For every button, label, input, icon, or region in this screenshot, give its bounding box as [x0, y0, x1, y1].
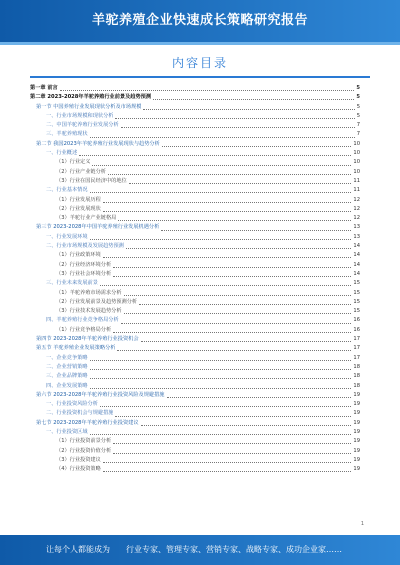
- toc-entry[interactable]: [30, 335, 360, 344]
- toc-entry-page: 19: [353, 419, 360, 426]
- toc-entry-page: 10: [353, 150, 360, 157]
- toc-entry-title: 二、企业营销策略: [46, 363, 88, 370]
- toc-entry-title: 二、行业基本情况: [46, 187, 88, 194]
- toc-entry[interactable]: [30, 233, 360, 242]
- toc-leader-dots: [124, 291, 352, 296]
- toc-entry[interactable]: [30, 447, 360, 456]
- toc-entry-page: 11: [353, 177, 360, 184]
- toc-entry-title: （1）行业定义: [56, 159, 91, 166]
- toc-entry[interactable]: [30, 400, 360, 409]
- toc-entry[interactable]: [30, 326, 360, 335]
- heading-divider: [30, 76, 370, 78]
- toc-entry[interactable]: [30, 354, 360, 363]
- toc-entry-title: 一、行业概述: [46, 150, 78, 157]
- toc-entry-title: （2）行业发展现状: [56, 205, 101, 212]
- toc-entry-title: 三、企业品牌策略: [46, 373, 88, 380]
- toc-entry[interactable]: [30, 307, 360, 316]
- toc-entry-title: 第六节 2023-2028年羊驼养殖行业投资风险及规避措施: [36, 391, 165, 398]
- toc-leader-dots: [139, 300, 351, 305]
- toc-entry[interactable]: [30, 214, 360, 223]
- toc-entry[interactable]: [30, 223, 360, 232]
- toc-entry-title: （2）行业发展前景及趋势预测分析: [56, 298, 138, 305]
- toc-leader-dots: [141, 337, 352, 342]
- toc-entry[interactable]: [30, 121, 360, 130]
- toc-entry-page: 15: [353, 280, 360, 287]
- toc-entry[interactable]: [30, 465, 360, 474]
- toc-entry[interactable]: [30, 409, 360, 418]
- toc-entry-title: 二、行业投资机会与规避措施: [46, 410, 114, 417]
- toc-leader-dots: [108, 170, 351, 175]
- toc-entry-page: 16: [353, 317, 360, 324]
- toc-entry-title: 第四节 2023-2028年羊驼养殖行业投资机会: [36, 336, 139, 343]
- toc-entry-page: 19: [353, 447, 360, 454]
- toc-entry-page: 16: [353, 326, 360, 333]
- header-accent-strip: [0, 42, 400, 45]
- toc-leader-dots: [90, 235, 352, 240]
- toc-entry-title: 四、羊驼养殖行业竞争格局分析: [46, 317, 119, 324]
- toc-entry-page: 13: [353, 224, 360, 231]
- toc-entry[interactable]: [30, 289, 360, 298]
- toc-entry-page: 5: [356, 94, 360, 101]
- toc-leader-dots: [141, 421, 352, 426]
- toc-entry-title: 第一章 前言: [30, 85, 58, 91]
- toc-entry-title: 一、企业竞争策略: [46, 354, 88, 361]
- footer-slogan-right: 行业专家、管理专家、营销专家、战略专家、成功企业家……: [126, 545, 342, 554]
- toc-entry-page: 19: [353, 410, 360, 417]
- toc-leader-dots: [117, 346, 351, 351]
- toc-entry-page: 13: [353, 233, 360, 240]
- toc-entry-page: 18: [353, 363, 360, 370]
- toc-entry[interactable]: [30, 270, 360, 279]
- toc-entry-title: （1）行业投资前景分析: [56, 438, 112, 445]
- toc-entry-title: 二、行业市场规模及发展趋势预测: [46, 243, 124, 250]
- toc-leader-dots: [103, 207, 352, 212]
- toc-entry-page: 19: [353, 466, 360, 473]
- toc-leader-dots: [113, 272, 351, 277]
- toc-entry[interactable]: [30, 93, 360, 102]
- toc-entry-page: 14: [353, 243, 360, 250]
- toc-entry[interactable]: [30, 372, 360, 381]
- toc-entry-page: 15: [353, 289, 360, 296]
- toc-entry[interactable]: [30, 456, 360, 465]
- toc-leader-dots: [103, 198, 352, 203]
- toc-entry-page: 17: [353, 354, 360, 361]
- toc-leader-dots: [143, 105, 354, 110]
- toc-entry-title: （3）行业投资建议: [56, 456, 101, 463]
- toc-leader-dots: [113, 449, 351, 454]
- toc-entry-page: 12: [353, 196, 360, 203]
- toc-entry[interactable]: [30, 158, 360, 167]
- toc-entry-page: 10: [353, 168, 360, 175]
- toc-entry[interactable]: [30, 130, 360, 139]
- toc-entry-page: 18: [353, 373, 360, 380]
- toc-entry-page: 14: [353, 261, 360, 268]
- toc-entry[interactable]: [30, 242, 360, 251]
- toc-entry-page: 17: [353, 345, 360, 352]
- toc-entry[interactable]: [30, 177, 360, 186]
- toc-entry-page: 5: [356, 85, 360, 91]
- toc-entry-page: 12: [353, 205, 360, 212]
- toc-leader-dots: [92, 161, 351, 166]
- toc-entry-title: 四、企业发展策略: [46, 382, 88, 389]
- toc-leader-dots: [90, 430, 352, 435]
- toc-leader-dots: [121, 319, 352, 324]
- toc-entry-title: 三、羊驼养殖现状: [46, 131, 88, 138]
- toc-entry-title: （2）行业产业链分析: [56, 168, 106, 175]
- toc-leader-dots: [115, 412, 351, 417]
- toc-entry-page: 7: [356, 131, 360, 138]
- toc-entry-title: （1）羊驼养殖市场需求分析: [56, 289, 122, 296]
- toc-leader-dots: [113, 328, 351, 333]
- toc-leader-dots: [90, 133, 355, 138]
- toc-leader-dots: [115, 114, 354, 119]
- toc-entry-page: 10: [353, 159, 360, 166]
- toc-entry-page: 11: [353, 187, 360, 194]
- toc-leader-dots: [126, 244, 352, 249]
- toc-entry[interactable]: [30, 103, 360, 112]
- toc-entry-title: 第二节 我国2023年羊驼养殖行业发展现状与趋势分析: [36, 140, 160, 147]
- report-footer: [0, 535, 400, 565]
- toc-entry-title: 第三节 2023-2028年中国羊驼养殖行业发展机遇分析: [36, 224, 160, 231]
- toc-entry[interactable]: [30, 316, 360, 325]
- report-title: 羊驼养殖企业快速成长策略研究报告: [91, 13, 308, 28]
- toc-leader-dots: [60, 86, 355, 91]
- toc-entry[interactable]: [30, 298, 360, 307]
- toc-entry-page: 18: [353, 382, 360, 389]
- toc-entry[interactable]: [30, 205, 360, 214]
- toc-entry-title: 第七节 2023-2028年羊驼养殖行业投资建议: [36, 419, 139, 426]
- toc-entry-page: 19: [353, 438, 360, 445]
- toc-entry-page: 17: [353, 336, 360, 343]
- toc-leader-dots: [153, 95, 354, 100]
- toc-heading: 内容目录: [171, 56, 228, 70]
- toc-entry-title: 一、行业投资风险分析: [46, 401, 98, 408]
- toc-entry-page: 15: [353, 298, 360, 305]
- toc-entry[interactable]: [30, 344, 360, 353]
- toc-entry[interactable]: [30, 261, 360, 270]
- toc-leader-dots: [124, 309, 352, 314]
- toc-entry-page: 14: [353, 252, 360, 259]
- toc-leader-dots: [79, 151, 351, 156]
- toc-leader-dots: [90, 188, 352, 193]
- toc-entry[interactable]: [30, 363, 360, 372]
- toc-entry-page: 19: [353, 391, 360, 398]
- toc-entry[interactable]: [30, 437, 360, 446]
- report-header: [0, 0, 400, 42]
- toc-leader-dots: [118, 216, 351, 221]
- toc-entry-page: 5: [356, 112, 360, 119]
- toc-entry-title: 第二章 2023-2028年羊驼养殖行业前景及趋势预测: [30, 94, 152, 101]
- toc-entry-page: 19: [353, 428, 360, 435]
- toc-entry-title: （2）行业经济环境分析: [56, 261, 112, 268]
- toc-entry-title: 一、行业发展环境: [46, 233, 88, 240]
- toc-entry[interactable]: [30, 382, 360, 391]
- toc-entry-title: （3）行业社会环境分析: [56, 270, 112, 277]
- toc-leader-dots: [90, 356, 352, 361]
- toc-entry-page: 19: [353, 456, 360, 463]
- toc-entry-title: 第五节 羊驼养殖企业发展策略分析: [36, 345, 116, 352]
- table-of-contents: [30, 84, 360, 474]
- toc-entry[interactable]: [30, 251, 360, 260]
- toc-leader-dots: [103, 253, 352, 258]
- toc-entry-title: 一、行业投资区域: [46, 428, 88, 435]
- toc-entry[interactable]: [30, 419, 360, 428]
- toc-leader-dots: [121, 123, 355, 128]
- footer-slogan-left: 让每个人都能成为: [46, 545, 110, 554]
- toc-leader-dots: [100, 281, 352, 286]
- toc-entry-title: （3）羊驼行业产业链格局: [56, 215, 117, 222]
- toc-entry-title: （3）行业技术发展趋势分析: [56, 308, 122, 315]
- toc-leader-dots: [103, 458, 352, 463]
- toc-entry-title: （3）行业在国民经济中的地位: [56, 177, 127, 184]
- toc-leader-dots: [90, 365, 352, 370]
- toc-entry-title: （4）行业投资策略: [56, 466, 101, 473]
- toc-entry-title: （1）行业竞争格局分析: [56, 326, 112, 333]
- toc-entry[interactable]: [30, 186, 360, 195]
- toc-entry-title: （1）行业发展历程: [56, 196, 101, 203]
- toc-entry[interactable]: [30, 168, 360, 177]
- toc-leader-dots: [113, 263, 351, 268]
- page-number: 1: [360, 521, 364, 527]
- toc-leader-dots: [162, 142, 352, 147]
- toc-entry[interactable]: [30, 140, 360, 149]
- toc-entry-title: 第一节 中国养殖行业发展现状分析及市场规模: [36, 103, 142, 110]
- toc-leader-dots: [103, 467, 352, 472]
- toc-leader-dots: [161, 226, 351, 231]
- toc-entry-title: （2）行业投资价值分析: [56, 447, 112, 454]
- toc-entry-title: 二、中国羊驼养殖行业发展分析: [46, 122, 119, 129]
- toc-entry[interactable]: [30, 279, 360, 288]
- toc-entry[interactable]: [30, 112, 360, 121]
- toc-entry-title: （1）行业政策环境: [56, 252, 101, 259]
- toc-entry-title: 三、行业未来发展前景: [46, 280, 98, 287]
- toc-leader-dots: [90, 374, 352, 379]
- toc-entry-page: 19: [353, 401, 360, 408]
- toc-entry[interactable]: [30, 84, 360, 93]
- toc-leader-dots: [90, 384, 352, 389]
- toc-entry-page: 15: [353, 308, 360, 315]
- toc-entry[interactable]: [30, 391, 360, 400]
- toc-entry[interactable]: [30, 196, 360, 205]
- toc-entry[interactable]: [30, 149, 360, 158]
- toc-entry-title: 一、行业市场规模和现状分析: [46, 112, 114, 119]
- toc-entry-page: 7: [356, 122, 360, 129]
- toc-leader-dots: [129, 179, 352, 184]
- toc-entry-page: 5: [356, 103, 360, 110]
- toc-entry-page: 14: [353, 270, 360, 277]
- toc-leader-dots: [113, 439, 351, 444]
- toc-leader-dots: [167, 393, 352, 398]
- toc-entry-page: 12: [353, 215, 360, 222]
- toc-leader-dots: [100, 402, 352, 407]
- toc-entry-page: 10: [353, 140, 360, 147]
- toc-entry[interactable]: [30, 428, 360, 437]
